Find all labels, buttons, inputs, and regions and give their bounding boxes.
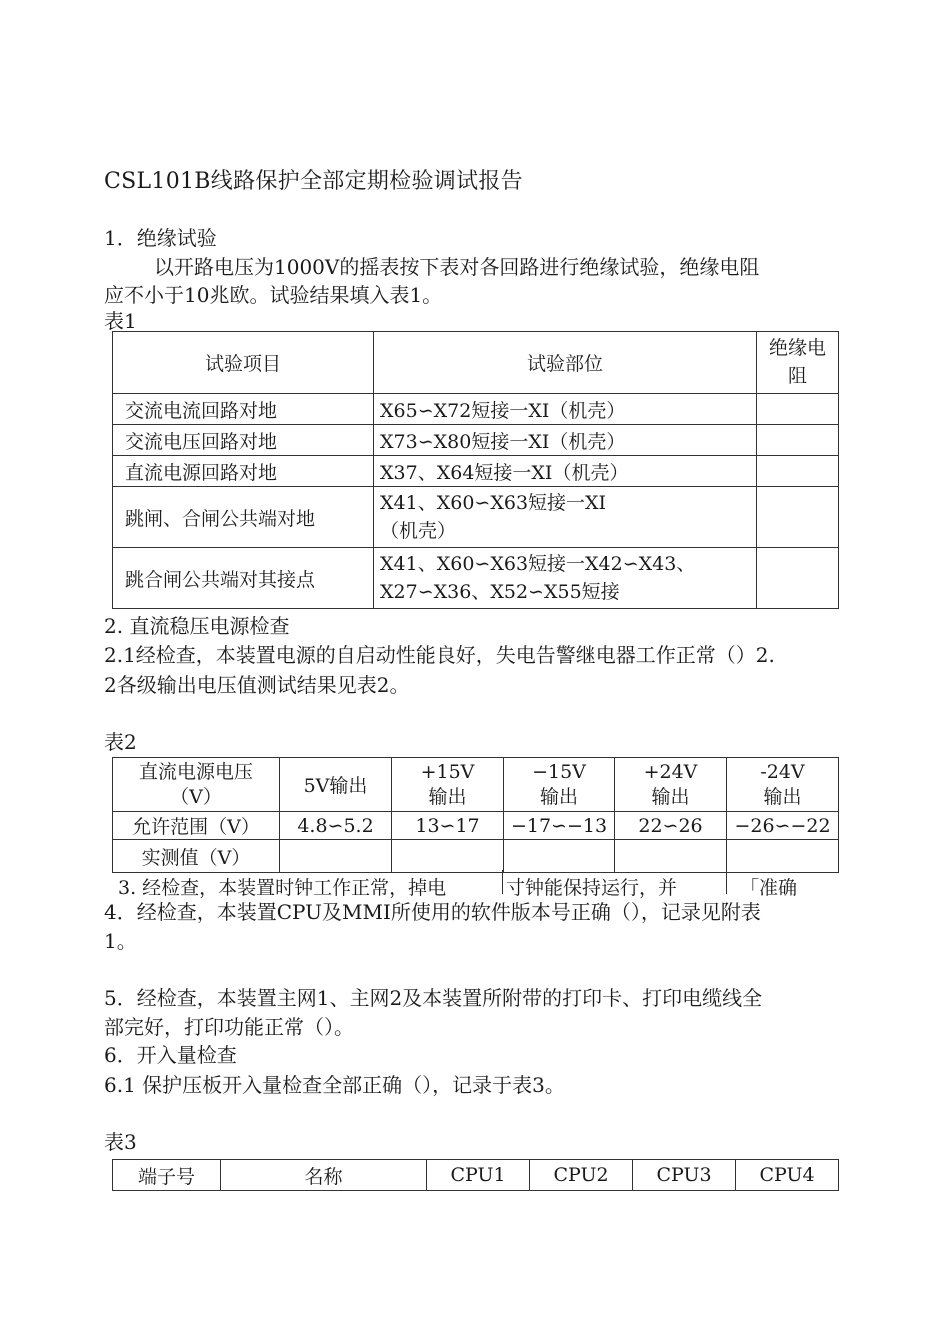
- dc-voltage-table: [112, 757, 839, 873]
- table-header-row: [113, 758, 839, 812]
- range-minus24v: −26∽−22: [727, 812, 839, 840]
- header-cpu1: CPU1: [427, 1160, 530, 1191]
- header-plus24v-output: [615, 758, 727, 812]
- header-plus24v-line2: 输出: [651, 785, 690, 808]
- row-value: [757, 456, 839, 487]
- header-name: 名称: [221, 1160, 427, 1191]
- row-value: [757, 548, 839, 609]
- section-1-paragraph-line2: 应不小于10兆欧。试验结果填入表1。: [104, 283, 443, 307]
- row-item: 跳闸、合闸公共端对地: [113, 487, 374, 548]
- measured-5v: [280, 840, 392, 873]
- table-row: [113, 456, 839, 487]
- measured-plus15v: [392, 840, 504, 873]
- section-1-heading: 1．绝缘试验: [104, 226, 217, 250]
- section-1-paragraph-line1: 以开路电压为1000V的摇表按下表对各回路进行绝缘试验，绝缘电阻: [154, 255, 760, 279]
- header-dc-voltage-line1: 直流电源电压: [138, 760, 253, 783]
- header-insulation-line2: 阻: [787, 365, 807, 387]
- row-part: [374, 487, 757, 548]
- header-plus15v-output: [392, 758, 504, 812]
- header-terminal-number: 端子号: [113, 1160, 221, 1191]
- measured-row: [113, 840, 839, 873]
- row-part: X65∽X72短接一XI（机壳）: [374, 394, 757, 425]
- section-4-line2: 1。: [104, 929, 137, 953]
- table-row: [113, 487, 839, 548]
- range-5v: 4.8∽5.2: [280, 812, 392, 840]
- header-5v-output: 5V输出: [280, 758, 392, 812]
- row-item: 交流电压回路对地: [113, 425, 374, 456]
- measured-minus15v: [504, 840, 615, 873]
- range-minus15v: −17∽−13: [504, 812, 615, 840]
- header-minus24v-line2: 输出: [763, 785, 802, 808]
- section-2-paragraph-line1: 2.1经检查，本装置电源的自启动性能良好，失电告警继电器工作正常（）2.: [104, 643, 775, 667]
- allowed-range-row: [113, 812, 839, 840]
- row-item: 跳合闸公共端对其接点: [113, 548, 374, 609]
- table-row: [113, 394, 839, 425]
- measured-label: 实测值（V）: [113, 840, 280, 873]
- section-2-heading: 2. 直流稳压电源检查: [104, 614, 290, 638]
- header-plus15v-line1: +15V: [420, 760, 475, 783]
- range-label: 允许范围（V）: [113, 812, 280, 840]
- binary-input-table: [112, 1159, 839, 1191]
- row-part: X37、X64短接一XI（机壳）: [374, 456, 757, 487]
- clipped-clock-text-c: 「准确: [740, 877, 798, 899]
- range-plus15v: 13∽17: [392, 812, 504, 840]
- range-plus24v: 22∽26: [615, 812, 727, 840]
- section-2-paragraph-line2: 2各级输出电压值测试结果见表2。: [104, 673, 410, 697]
- clipped-clock-text-a: 3. 经检查，本装置时钟工作正常，掉电: [118, 877, 447, 899]
- row-value: [757, 487, 839, 548]
- header-minus15v-line2: 输出: [539, 785, 578, 808]
- header-minus15v-output: [504, 758, 615, 812]
- header-test-item: 试验项目: [113, 332, 374, 394]
- header-cpu2: CPU2: [530, 1160, 633, 1191]
- insulation-test-table: [112, 331, 839, 609]
- header-dc-voltage: [113, 758, 280, 812]
- section-6-heading: 6．开入量检查: [104, 1043, 237, 1067]
- table-1-label: 表1: [104, 309, 137, 333]
- header-insulation-resistance: [757, 332, 839, 394]
- section-6-paragraph: 6.1 保护压板开入量检查全部正确（），记录于表3。: [104, 1073, 565, 1097]
- row-part: X73∽X80短接一XI（机壳）: [374, 425, 757, 456]
- header-plus24v-line1: +24V: [643, 760, 698, 783]
- table-header-row: [113, 1160, 839, 1191]
- header-insulation-line1: 绝缘电: [768, 337, 826, 359]
- document-title: CSL101B线路保护全部定期检验调试报告: [104, 169, 523, 194]
- divider: [502, 870, 503, 894]
- section-5-line2: 部完好，打印功能正常（）。: [104, 1015, 354, 1039]
- header-minus15v-line1: −15V: [532, 760, 586, 783]
- header-minus24v-output: [727, 758, 839, 812]
- table-header-row: [113, 332, 839, 394]
- row-part-line2: （机壳）: [380, 520, 457, 542]
- table-3-label: 表3: [104, 1130, 137, 1154]
- row-part-line2: X27∽X36、X52∽X55短接: [380, 581, 620, 603]
- header-minus24v-line1: -24V: [760, 760, 805, 783]
- row-part: [374, 548, 757, 609]
- table-2-label: 表2: [104, 730, 137, 754]
- table-row: [113, 425, 839, 456]
- row-part-line1: X41、X60∽X63短接一XI: [380, 492, 607, 514]
- row-item: 交流电流回路对地: [113, 394, 374, 425]
- table-row: [113, 548, 839, 609]
- section-5-line1: 5．经检查，本装置主网1、主网2及本装置所附带的打印卡、打印电缆线全: [104, 986, 763, 1010]
- clipped-clock-text-b: 寸钟能保持运行，并: [506, 877, 678, 899]
- row-value: [757, 394, 839, 425]
- row-value: [757, 425, 839, 456]
- header-cpu4: CPU4: [736, 1160, 839, 1191]
- header-test-part: 试验部位: [374, 332, 757, 394]
- divider: [726, 870, 727, 894]
- measured-plus24v: [615, 840, 727, 873]
- header-cpu3: CPU3: [633, 1160, 736, 1191]
- measured-minus24v: [727, 840, 839, 873]
- section-4-line1: 4．经检查，本装置CPU及MMI所使用的软件版本号正确（），记录见附表: [104, 900, 761, 924]
- header-plus15v-line2: 输出: [428, 785, 467, 808]
- row-item: 直流电源回路对地: [113, 456, 374, 487]
- header-dc-voltage-line2: （V）: [170, 785, 222, 808]
- row-part-line1: X41、X60∽X63短接一X42∽X43、: [380, 553, 696, 575]
